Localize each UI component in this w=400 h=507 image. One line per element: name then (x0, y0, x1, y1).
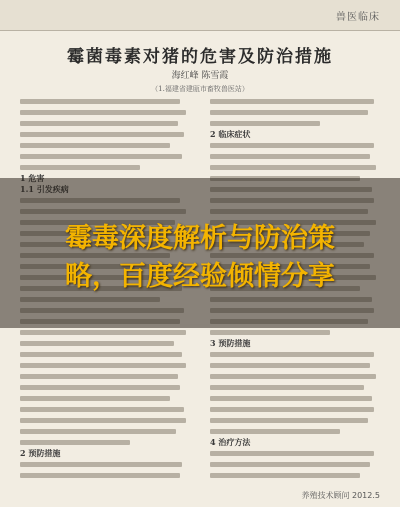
overlay-headline-line: 略，百度经验倾情分享 (65, 261, 335, 292)
article-title: 霉菌毒素对猪的危害及防治措施 (67, 47, 333, 67)
overlay-headline (0, 220, 400, 296)
article-authors: 海红峰 陈雪霞 (171, 71, 229, 81)
overlay-headline-line: 霉毒深度解析与防治策 (65, 223, 335, 254)
page-footer: 养殖技术顾问 2012.5 (301, 491, 380, 500)
section-heading: 3 预防措施 (210, 338, 251, 348)
section-heading: 4 治疗方法 (210, 437, 251, 447)
journal-name: 兽医临床 (336, 12, 380, 23)
section-heading: 2 临床症状 (210, 129, 251, 139)
section-heading: 2 预防措施 (20, 448, 61, 458)
journal-header (0, 0, 400, 31)
article-affiliation: （1.福建省建瓯市畜牧兽医站） (151, 85, 249, 93)
